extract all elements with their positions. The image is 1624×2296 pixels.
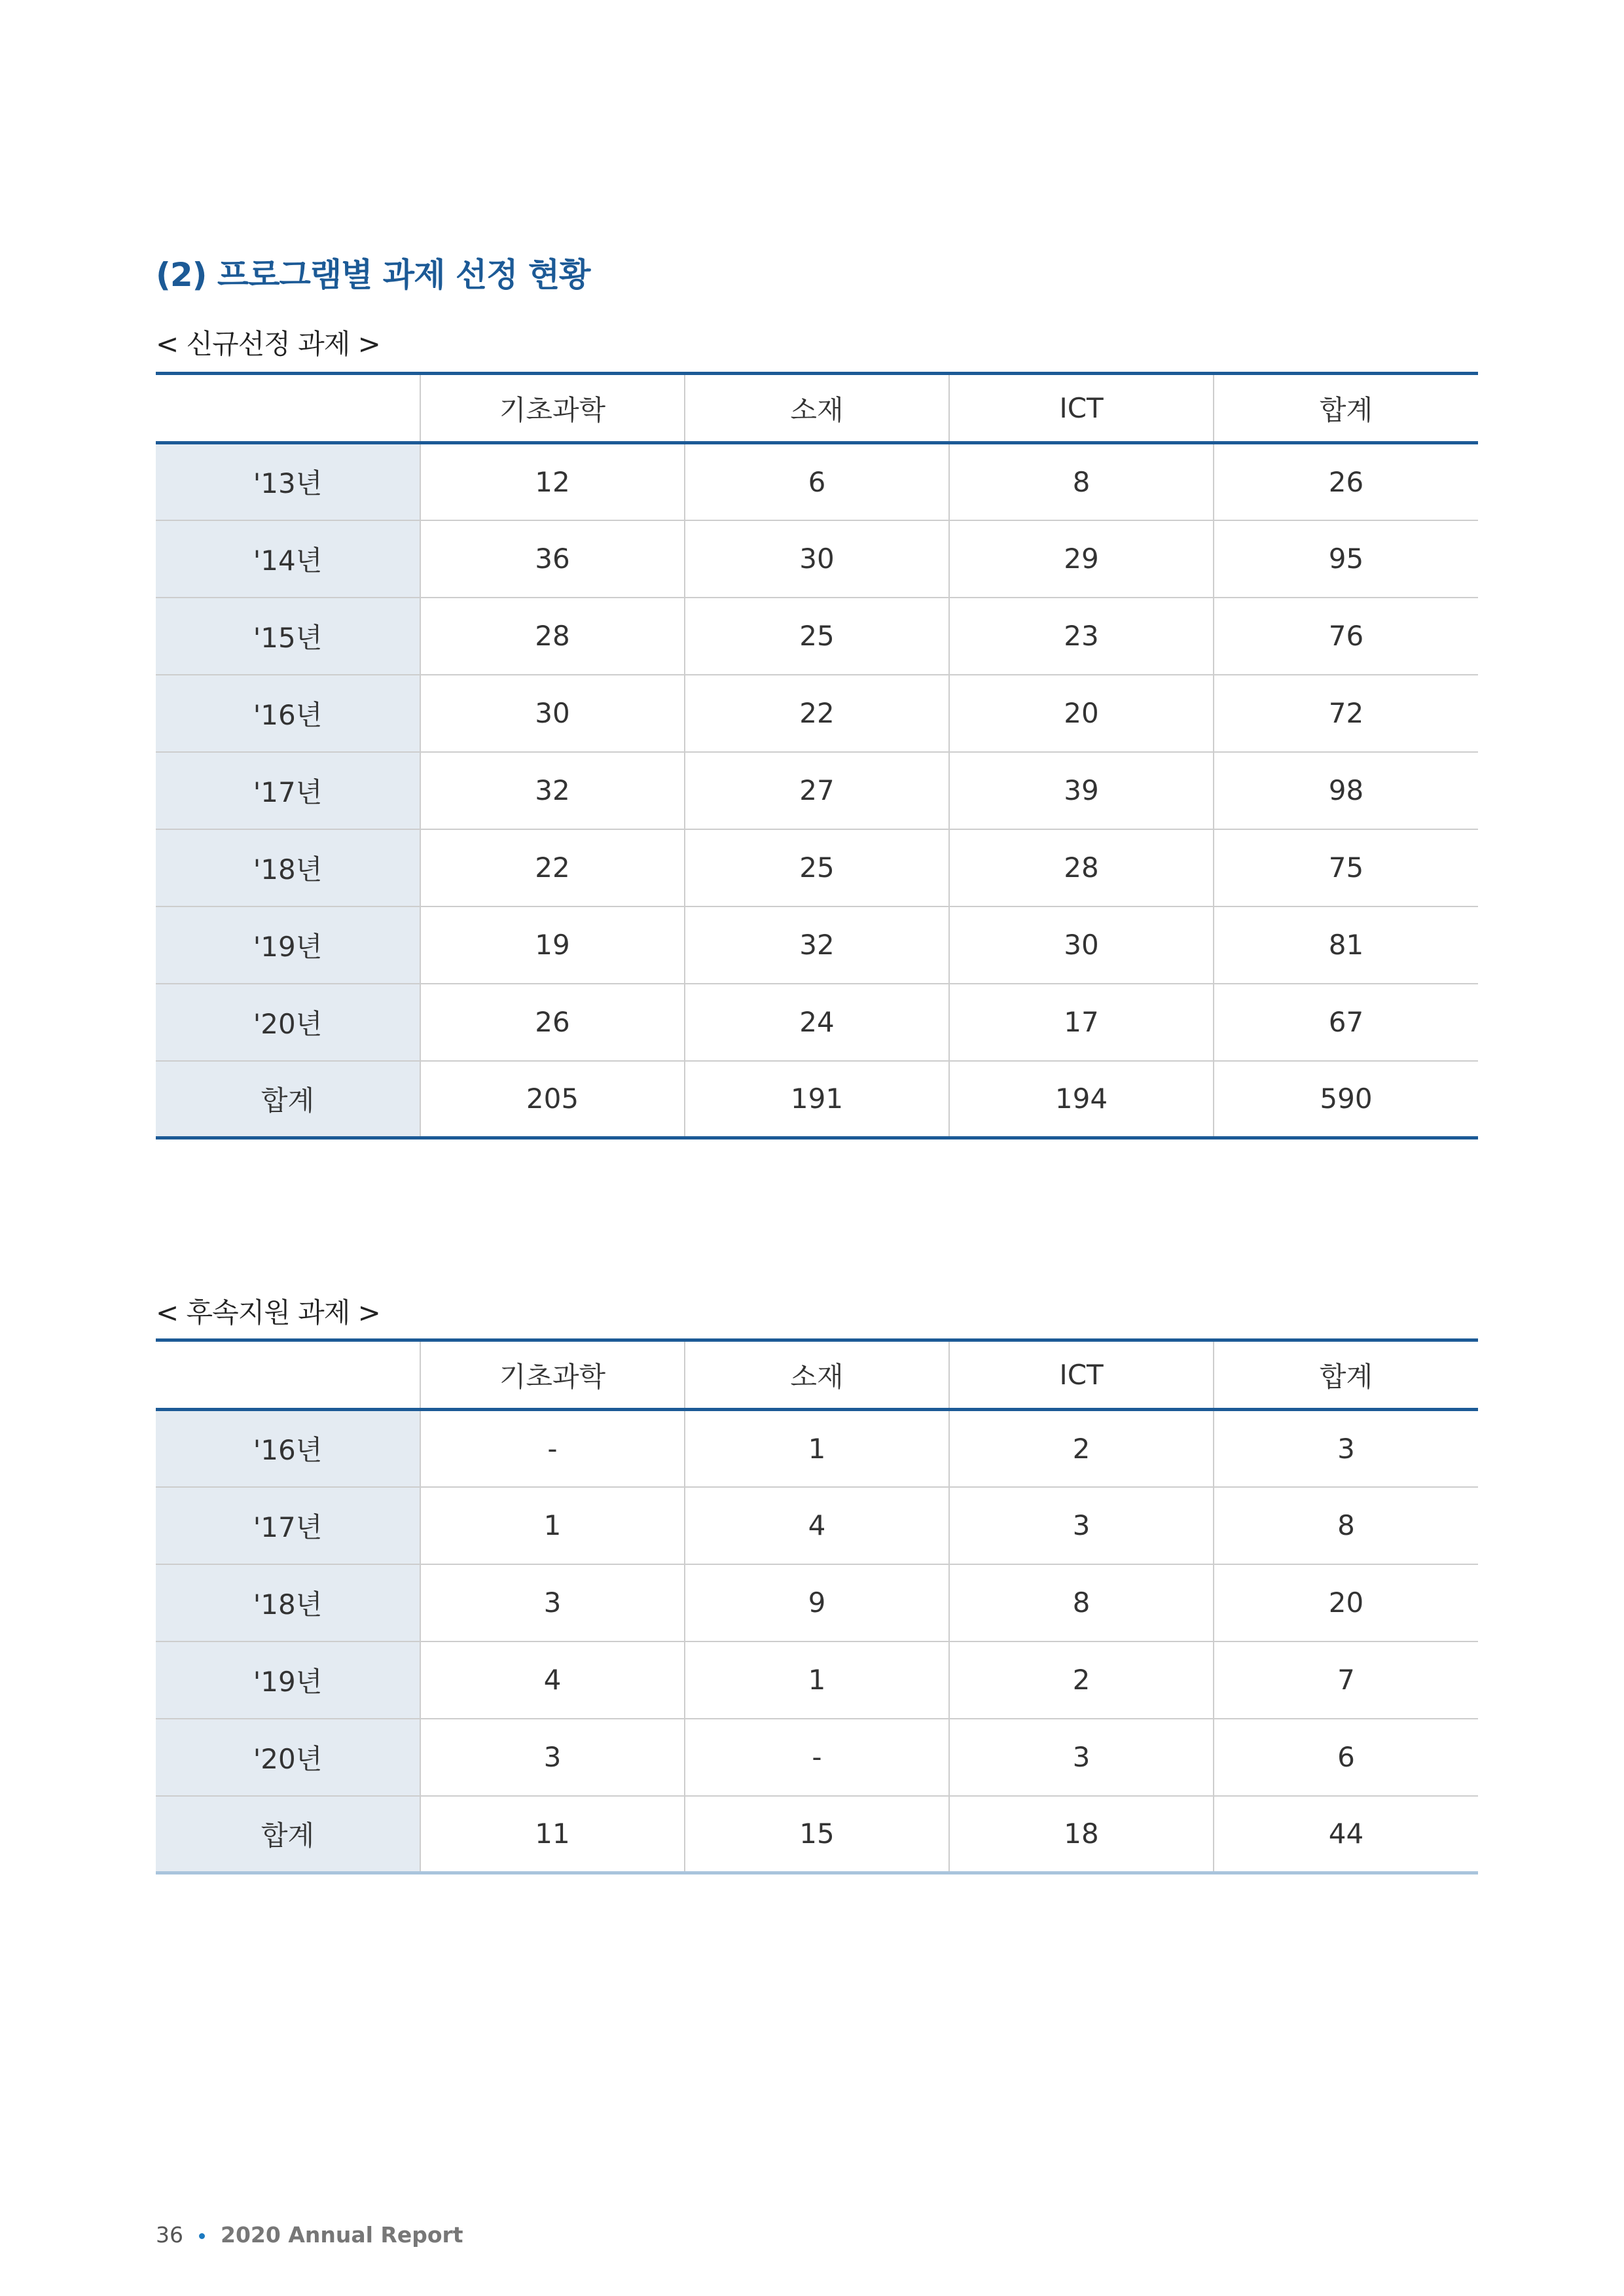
- column-header: ICT: [949, 1340, 1214, 1410]
- table-row: [156, 906, 1478, 984]
- table-cell: 19: [420, 906, 685, 984]
- table-cell: 194: [949, 1061, 1214, 1138]
- table-cell: 205: [420, 1061, 685, 1138]
- table-cell: 1: [685, 1410, 949, 1487]
- table-row: [156, 752, 1478, 829]
- column-header: 소재: [685, 1340, 949, 1410]
- table-cell: 1: [420, 1487, 685, 1564]
- table-cell: 8: [1214, 1487, 1478, 1564]
- row-label: '13년: [156, 443, 420, 520]
- table-cell: 2: [949, 1641, 1214, 1719]
- table-cell: 72: [1214, 675, 1478, 752]
- table-cell: 30: [420, 675, 685, 752]
- table-cell: 18: [949, 1796, 1214, 1873]
- row-label: '20년: [156, 984, 420, 1061]
- table-cell: 27: [685, 752, 949, 829]
- table-cell: 30: [949, 906, 1214, 984]
- row-label: '14년: [156, 520, 420, 598]
- row-label: '19년: [156, 1641, 420, 1719]
- table-cell: 4: [420, 1641, 685, 1719]
- table-header-row: [156, 1340, 1478, 1410]
- table-cell: 3: [420, 1719, 685, 1796]
- table-new-projects: [156, 372, 1478, 1139]
- table-cell: 4: [685, 1487, 949, 1564]
- column-header: 소재: [685, 374, 949, 443]
- row-label: '18년: [156, 829, 420, 906]
- table-cell: 39: [949, 752, 1214, 829]
- bullet-icon: [199, 2233, 205, 2239]
- table-cell: 28: [420, 598, 685, 675]
- table-total-row: [156, 1796, 1478, 1873]
- table-cell: 590: [1214, 1061, 1478, 1138]
- table-cell: 26: [420, 984, 685, 1061]
- table-cell: 9: [685, 1564, 949, 1641]
- table-cell: 3: [1214, 1410, 1478, 1487]
- row-label: '20년: [156, 1719, 420, 1796]
- table-cell: -: [420, 1410, 685, 1487]
- column-header: 합계: [1214, 1340, 1478, 1410]
- table-header-row: [156, 374, 1478, 443]
- table-row: [156, 984, 1478, 1061]
- table-cell: -: [685, 1719, 949, 1796]
- table-row: [156, 1410, 1478, 1487]
- table-cell: 6: [1214, 1719, 1478, 1796]
- row-label: 합계: [156, 1061, 420, 1138]
- table-cell: 7: [1214, 1641, 1478, 1719]
- row-label: '19년: [156, 906, 420, 984]
- table-cell: 17: [949, 984, 1214, 1061]
- table-row: [156, 1719, 1478, 1796]
- table-caption-follow-up-projects: < 후속지원 과제 >: [156, 1297, 380, 1329]
- page-number: 36: [156, 2222, 183, 2248]
- table-caption-new-projects: < 신규선정 과제 >: [156, 328, 380, 360]
- table-cell: 29: [949, 520, 1214, 598]
- table-row: [156, 1487, 1478, 1564]
- table-row: [156, 520, 1478, 598]
- table-cell: 15: [685, 1796, 949, 1873]
- table-row: [156, 443, 1478, 520]
- table-row: [156, 1641, 1478, 1719]
- page-footer: [156, 2222, 463, 2248]
- table-cell: 12: [420, 443, 685, 520]
- row-label: '15년: [156, 598, 420, 675]
- column-header: 기초과학: [420, 374, 685, 443]
- row-label: '18년: [156, 1564, 420, 1641]
- table-cell: 3: [949, 1719, 1214, 1796]
- table-cell: 98: [1214, 752, 1478, 829]
- column-header: 기초과학: [420, 1340, 685, 1410]
- column-header: ICT: [949, 374, 1214, 443]
- table-cell: 3: [949, 1487, 1214, 1564]
- table-cell: 20: [949, 675, 1214, 752]
- table-cell: 81: [1214, 906, 1478, 984]
- row-label: '16년: [156, 675, 420, 752]
- table-cell: 6: [685, 443, 949, 520]
- table-row: [156, 675, 1478, 752]
- table-cell: 8: [949, 1564, 1214, 1641]
- table-cell: 30: [685, 520, 949, 598]
- table-row: [156, 598, 1478, 675]
- table-cell: 24: [685, 984, 949, 1061]
- table-cell: 67: [1214, 984, 1478, 1061]
- table-cell: 25: [685, 829, 949, 906]
- report-title: 2020 Annual Report: [221, 2222, 463, 2248]
- section-heading: (2) 프로그램별 과제 선정 현황: [156, 255, 590, 294]
- table-total-row: [156, 1061, 1478, 1138]
- table-cell: 95: [1214, 520, 1478, 598]
- table-cell: 44: [1214, 1796, 1478, 1873]
- table-cell: 26: [1214, 443, 1478, 520]
- table-row: [156, 1564, 1478, 1641]
- column-header: [156, 374, 420, 443]
- table-cell: 22: [420, 829, 685, 906]
- table-cell: 191: [685, 1061, 949, 1138]
- table-cell: 32: [685, 906, 949, 984]
- table-cell: 25: [685, 598, 949, 675]
- column-header: 합계: [1214, 374, 1478, 443]
- table-cell: 8: [949, 443, 1214, 520]
- table-cell: 76: [1214, 598, 1478, 675]
- table-row: [156, 829, 1478, 906]
- table-cell: 32: [420, 752, 685, 829]
- row-label: '16년: [156, 1410, 420, 1487]
- table-cell: 75: [1214, 829, 1478, 906]
- table-cell: 22: [685, 675, 949, 752]
- row-label: '17년: [156, 752, 420, 829]
- row-label: '17년: [156, 1487, 420, 1564]
- table-cell: 3: [420, 1564, 685, 1641]
- table-cell: 1: [685, 1641, 949, 1719]
- table-cell: 20: [1214, 1564, 1478, 1641]
- table-cell: 28: [949, 829, 1214, 906]
- table-cell: 23: [949, 598, 1214, 675]
- column-header: [156, 1340, 420, 1410]
- table-cell: 36: [420, 520, 685, 598]
- table-follow-up-projects: [156, 1338, 1478, 1874]
- row-label: 합계: [156, 1796, 420, 1873]
- table-cell: 2: [949, 1410, 1214, 1487]
- table-cell: 11: [420, 1796, 685, 1873]
